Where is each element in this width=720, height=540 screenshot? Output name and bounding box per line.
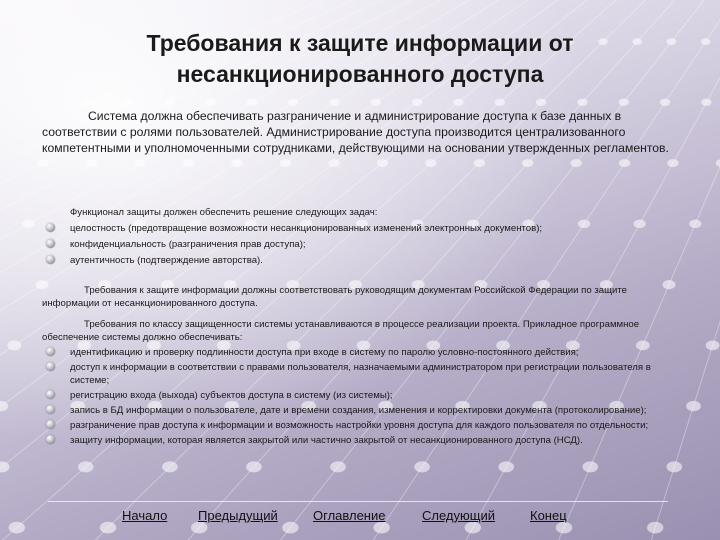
list-item-text: идентификацию и проверку подлинности доступа при входе в систему по паролю условно-постоянного действия; [70,347,579,358]
list-item-text: защиту информации, которая является закрытой или частично закрытой от несанкционированного доступа (НСД). [70,435,583,446]
paragraph-text: Требования по классу защищенности системы устанавливаются в процессе реализации проекта. Прикладное программное обеспечение системы должно обеспечивать: [42,319,640,343]
list-item [42,238,682,251]
paragraph-access-control [42,108,682,156]
list-item-text: целостность (предотвращение возможности несанкционированных изменений электронных документов); [70,223,543,234]
paragraph-security-class [42,318,682,344]
list-item [42,254,682,267]
page-title: Требования к защите информации от несанкционированного доступа [146,30,574,87]
bullet-icon [46,347,55,356]
functional-lead: Функционал защиты должен обеспечить решение следующих задач: [70,207,378,218]
nav-end-link[interactable]: Конец [530,508,567,523]
bullet-icon [46,390,55,399]
bullet-icon [46,362,55,371]
list-item [42,434,682,447]
bullet-icon [46,239,55,248]
bullet-icon [46,255,55,264]
software-requirements [42,346,682,449]
bullet-icon [46,405,55,414]
list-item [42,404,682,417]
list-item [42,361,682,387]
list-item [42,346,682,359]
list-item [42,389,682,402]
nav-next-link[interactable]: Следующий [422,508,495,523]
bullet-icon [46,435,55,444]
list-item-text: разграничение прав доступа к информации и возможность настройки уровня доступа для каждого пользователя по отдельности; [70,420,649,431]
list-item-text: конфиденциальность (разграничения прав доступа); [70,239,306,250]
list-item [42,222,682,235]
paragraph-text: Требования к защите информации должны соответствовать руководящим документам Российской Федерации по защите информации от несанкционированного доступа. [42,285,627,309]
bullet-icon [46,223,55,232]
list-item-text: доступ к информации в соответствии с правами пользователя, назначаемыми администратором при регистрации пользователя в системе; [70,362,651,386]
software-list [42,346,682,447]
list-item-text: аутентичность (подтверждение авторства). [70,255,263,266]
list-item-text: регистрацию входа (выхода) субъектов доступа в систему (из системы); [70,390,393,401]
list-item [42,419,682,432]
paragraph-regulations [42,284,682,310]
paragraph-text: Система должна обеспечивать разграничение и администрирование доступа к базе данных в соответствии с ролями пользователей. Администрирование доступа производится централизованного компетентными и уполномоченными сотрудниками, действующими на основании утвержденных регламентов. [42,109,669,155]
functional-requirements [42,206,682,270]
slide-navigation [50,500,690,530]
functional-list [42,222,682,267]
bullet-icon [46,420,55,429]
list-item-text: запись в БД информации о пользователе, дате и времени создания, изменения и корректировки документа (протоколирование); [70,405,647,416]
nav-start-link[interactable]: Начало [122,508,168,523]
nav-previous-link[interactable]: Предыдущий [198,508,278,523]
nav-contents-link[interactable]: Оглавление [313,508,386,523]
